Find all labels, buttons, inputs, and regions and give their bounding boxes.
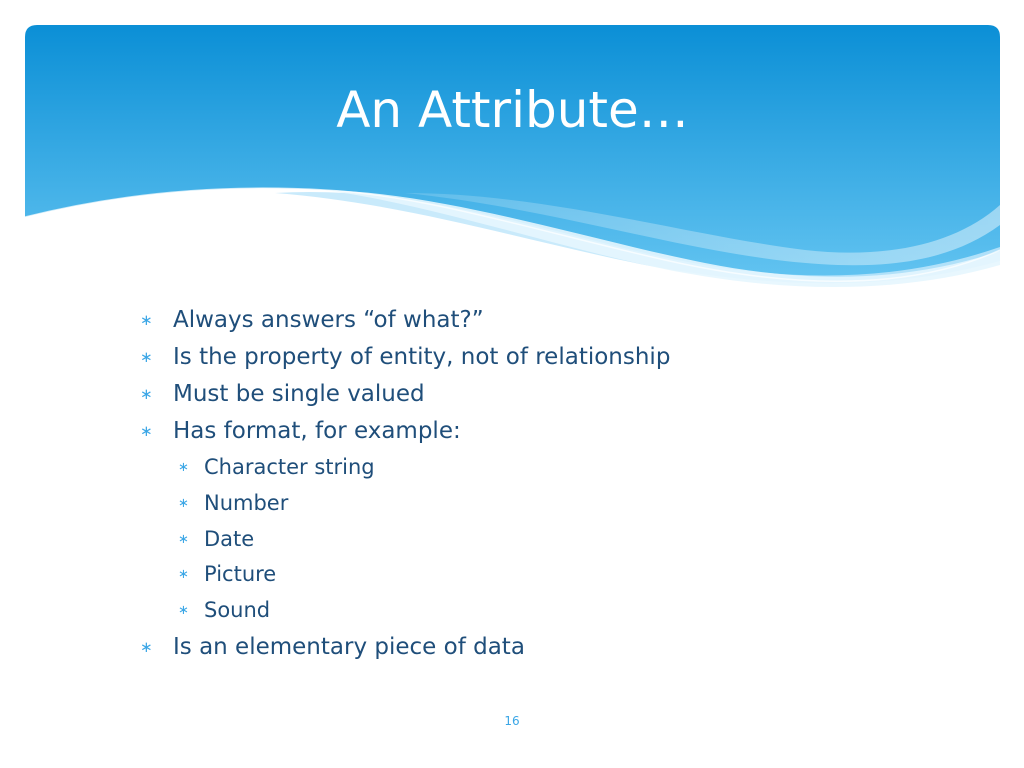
- asterisk-bullet-icon: ∗: [140, 422, 153, 440]
- sub-bullet-text: Date: [204, 526, 255, 551]
- asterisk-bullet-icon: ∗: [140, 637, 153, 656]
- list-item: [140, 413, 900, 450]
- bullet-list-continued: [140, 629, 900, 666]
- slide-content: [140, 302, 900, 666]
- list-item: [140, 339, 900, 376]
- sub-bullet-text: Number: [204, 490, 289, 515]
- asterisk-bullet-icon: ∗: [178, 603, 189, 619]
- list-item: [172, 450, 900, 486]
- asterisk-bullet-icon: ∗: [140, 385, 153, 403]
- list-item: [140, 629, 900, 666]
- asterisk-bullet-icon: ∗: [178, 460, 189, 475]
- sub-bullet-text: Sound: [204, 598, 271, 623]
- title-banner: [25, 25, 1000, 290]
- list-item: [172, 522, 900, 558]
- bullet-text: Must be single valued: [173, 381, 425, 407]
- bullet-text: Is an elementary piece of data: [173, 633, 525, 660]
- sub-bullet-list: [140, 450, 900, 629]
- list-item: [172, 593, 900, 629]
- asterisk-bullet-icon: ∗: [178, 495, 189, 511]
- list-item: [140, 302, 900, 339]
- bullet-text: Is the property of entity, not of relationship: [173, 344, 671, 370]
- asterisk-bullet-icon: ∗: [140, 311, 153, 329]
- bullet-list: [140, 302, 900, 450]
- sub-bullet-text: Character string: [204, 455, 375, 479]
- list-item: [140, 376, 900, 413]
- asterisk-bullet-icon: ∗: [140, 348, 153, 366]
- list-item: [172, 557, 900, 593]
- asterisk-bullet-icon: ∗: [178, 567, 189, 583]
- slide-title: An Attribute…: [336, 81, 689, 139]
- wave-banner-graphic: [25, 25, 1000, 290]
- page-number: 16: [504, 714, 520, 728]
- bullet-text: Has format, for example:: [173, 418, 461, 444]
- sub-bullet-text: Picture: [204, 562, 277, 587]
- list-item: [172, 486, 900, 522]
- asterisk-bullet-icon: ∗: [178, 531, 189, 547]
- bullet-text: Always answers “of what?”: [173, 307, 484, 333]
